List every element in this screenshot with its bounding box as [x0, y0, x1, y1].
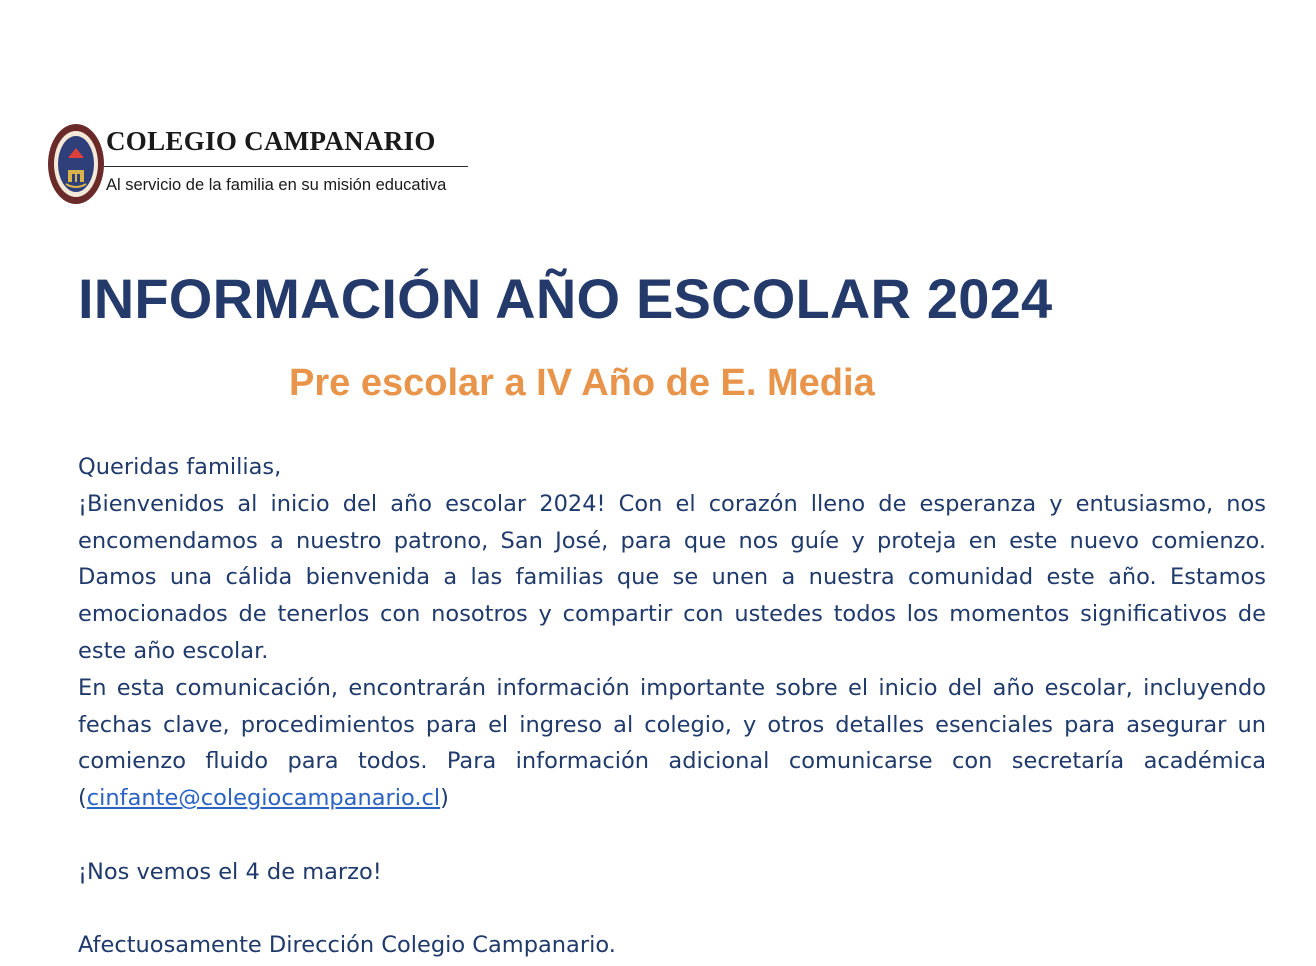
letter-paragraph-info [78, 670, 1266, 817]
school-crest-icon [46, 122, 106, 206]
school-tagline: Al servicio de la familia en su misión educativa [106, 176, 447, 194]
spacer [78, 817, 1266, 854]
header-divider [104, 166, 468, 167]
info-text: En esta comunicación, encontrarán información importante sobre el inicio del año escolar, incluyendo fechas clave, procedimientos para el ingreso al colegio, y otros detalles esenciales para asegurar un comienzo fluido para todos. Para información adicional comunicarse con secretaría académica ( [78, 674, 1266, 812]
school-name: COLEGIO CAMPANARIO [106, 126, 436, 156]
letter-signature: Afectuosamente Dirección Colegio Campanario. [78, 932, 616, 959]
letter-body [78, 449, 1266, 964]
letter-greeting: Queridas familias, [78, 454, 282, 480]
letter-closing-line: ¡Nos vemos el 4 de marzo! [78, 858, 382, 885]
spacer [78, 891, 1266, 928]
page-subtitle: Pre escolar a IV Año de E. Media [289, 362, 875, 404]
letter-paragraph-welcome: ¡Bienvenidos al inicio del año escolar 2024! Con el corazón lleno de esperanza y entusiasmo, nos encomendamos a nuestro patrono, San José, para que nos guíe y proteja en este nuevo comienzo. Damos una cálida bienvenida a las familias que se unen a nuestra comunidad este año. Estamos emocionados de tenerlos con nosotros y compartir con ustedes todos los momentos significativos de este año escolar. [78, 490, 1266, 664]
school-header [46, 118, 476, 210]
page-title: INFORMACIÓN AÑO ESCOLAR 2024 [78, 267, 1053, 330]
contact-email-link[interactable]: cinfante@colegiocampanario.cl [86, 785, 441, 812]
info-text-end: ) [440, 785, 449, 812]
